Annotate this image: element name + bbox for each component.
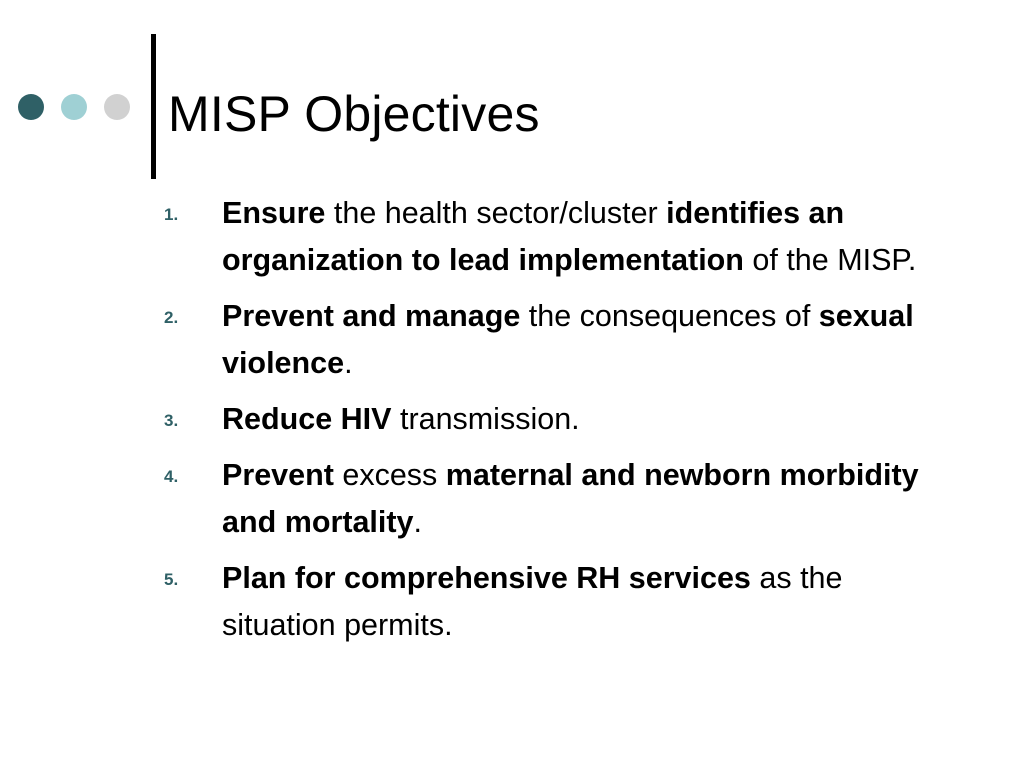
- title-divider: [151, 34, 156, 179]
- objective-text: excess: [333, 458, 446, 492]
- dark-teal-dot: [18, 94, 44, 120]
- objective-text: as the situation permits.: [222, 561, 843, 642]
- objective-text: .: [413, 505, 422, 539]
- objective-number: 1.: [164, 205, 179, 224]
- light-teal-dot: [61, 94, 87, 120]
- objective-item: [160, 396, 950, 443]
- gray-dot: [104, 94, 130, 120]
- objective-item: [160, 452, 950, 546]
- objective-text: of the MISP.: [743, 243, 917, 277]
- objective-bold-text: Reduce HIV: [222, 402, 392, 436]
- objective-bold-text: Prevent: [222, 458, 334, 492]
- decorative-dots: [0, 0, 140, 140]
- objective-bold-text: maternal and newborn morbidity and mortality: [222, 458, 919, 539]
- objective-item: [160, 293, 950, 387]
- objectives-list: [160, 190, 950, 658]
- objective-bold-text: sexual violence: [222, 299, 914, 380]
- objective-number: 3.: [164, 411, 179, 430]
- objective-bold-text: Prevent and manage: [222, 299, 521, 333]
- objective-item: [160, 190, 950, 284]
- objective-text: the health sector/cluster: [325, 196, 667, 230]
- objective-bold-text: Plan for comprehensive RH services: [222, 561, 751, 595]
- objective-bold-text: identifies an organization to lead implementation: [222, 196, 845, 277]
- objective-number: 4.: [164, 467, 179, 486]
- objective-number: 2.: [164, 308, 179, 327]
- objective-text: .: [344, 346, 353, 380]
- objective-item: [160, 555, 950, 649]
- objective-number: 5.: [164, 570, 179, 589]
- objective-text: transmission.: [391, 402, 580, 436]
- slide-title: MISP Objectives: [168, 86, 540, 142]
- objective-bold-text: Ensure: [222, 196, 326, 230]
- objective-text: the consequences of: [520, 299, 819, 333]
